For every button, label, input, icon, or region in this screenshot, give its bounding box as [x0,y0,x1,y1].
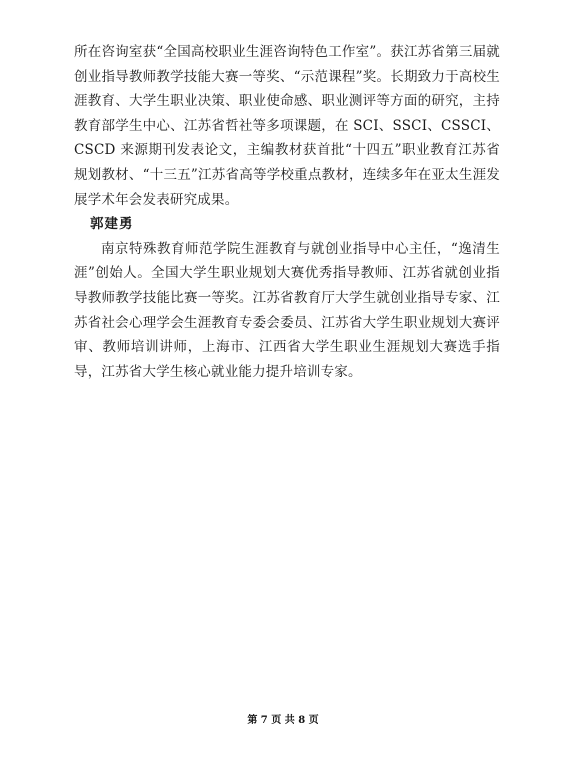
bio-paragraph-guo: 南京特殊教育师范学院生涯教育与就创业指导中心主任，“逸清生涯”创始人。全国大学生职业规划大赛优秀指导教师、江苏省就创业指导教师教学技能比赛一等奖。江苏省教育厅大学生就创业指导专家、江苏省社会心理学会生涯教育专委会委员、江苏省大学生职业规划大赛评审、教师培训讲师，上海市、江西省大学生职业生涯规划大赛选手指导，江苏省大学生核心就业能力提升培训专家。 [74,240,500,380]
bio-paragraph-continued: 所在咨询室获“全国高校职业生涯咨询特色工作室”。获江苏省第三届就创业指导教师教学技能大赛一等奖、“示范课程”奖。长期致力于高校生涯教育、大学生职业决策、职业使命感、职业测评等方面的研究，主持教育部学生中心、江苏省哲社等多项课题，在 SCI、SSCI、CSSCI、CSCD 来源期刊发表论文，主编教材获首批“十四五”职业教育江苏省规划教材、“十三五”江苏省高等学校重点教材，连续多年在亚太生涯发展学术年会发表研究成果。 [74,44,500,208]
page-body [74,40,500,384]
person-name-heading: 郭建勇 [90,216,134,233]
page-number-footer: 第 7 页 共 8 页 [247,715,319,726]
